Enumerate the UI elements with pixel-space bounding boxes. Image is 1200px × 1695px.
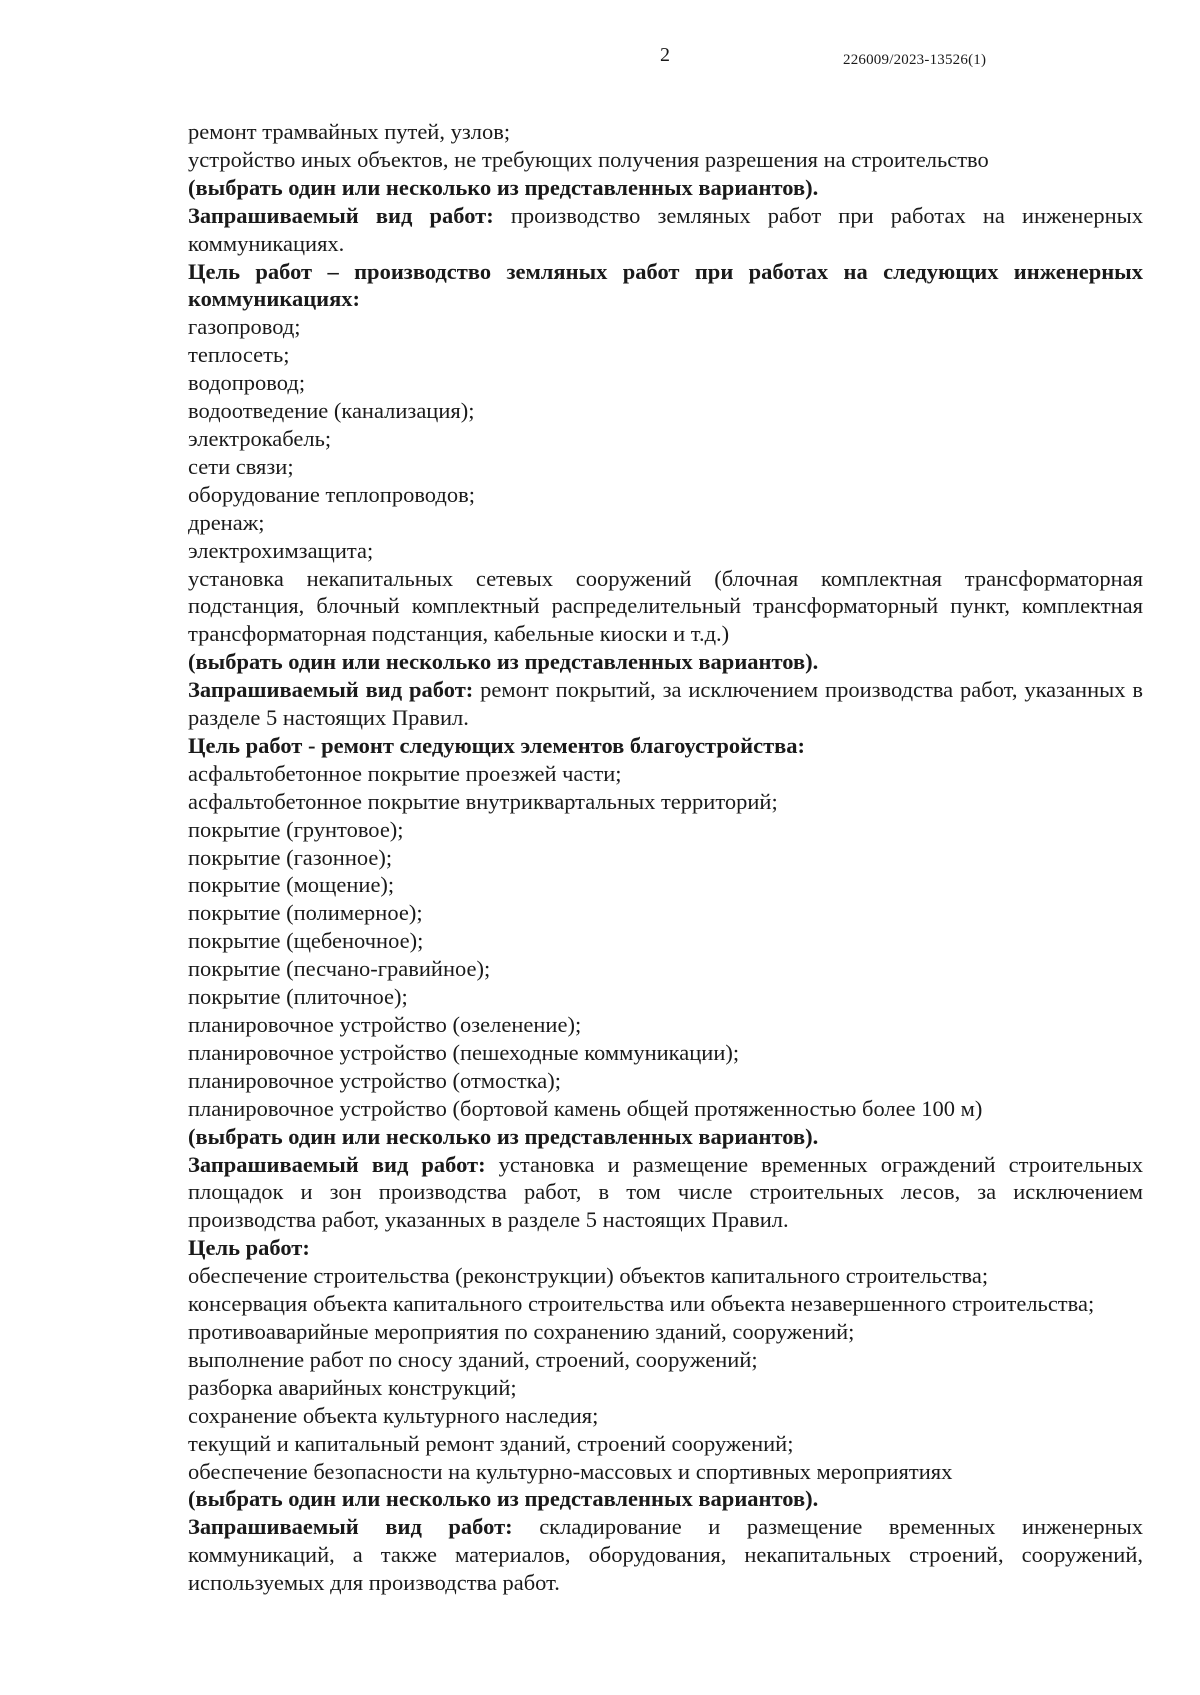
- select-instruction: (выбрать один или несколько из представленных вариантов).: [188, 1123, 819, 1149]
- text-line: устройство иных объектов, не требующих получения разрешения на строительство: [188, 146, 989, 172]
- list-item: сохранение объекта культурного наследия;: [188, 1402, 599, 1428]
- list-item: покрытие (песчано-гравийное);: [188, 956, 491, 982]
- select-instruction: (выбрать один или несколько из представленных вариантов).: [188, 174, 819, 200]
- work-type-text: установка и размещение временных ограждений строительных площадок и зон производства работ, в том числе строительных лесов, за исключением производства работ, указанных в разделе 5 настоящих Правил.: [188, 1151, 1143, 1233]
- document-body: [188, 118, 1143, 1597]
- list-item: водопровод;: [188, 370, 306, 396]
- list-item: противоаварийные мероприятия по сохранению зданий, сооружений;: [188, 1318, 855, 1344]
- list-item: покрытие (полимерное);: [188, 900, 423, 926]
- work-type-paragraph: [188, 1513, 1143, 1597]
- list-item: дренаж;: [188, 509, 265, 535]
- list-item: асфальтобетонное покрытие проезжей части;: [188, 760, 622, 786]
- list-item: электрохимзащита;: [188, 537, 374, 563]
- work-type-label: Запрашиваемый вид работ:: [188, 1151, 486, 1177]
- work-type-text: складирование и размещение временных инженерных коммуникаций, а также материалов, оборудования, некапитальных строений, сооружений, используемых для производства работ.: [188, 1514, 1143, 1596]
- select-instruction: (выбрать один или несколько из представленных вариантов).: [188, 649, 819, 675]
- list-item: покрытие (грунтовое);: [188, 816, 404, 842]
- list-item: покрытие (мощение);: [188, 872, 395, 898]
- text-line: ремонт трамвайных путей, узлов;: [188, 119, 511, 144]
- list-item: оборудование теплопроводов;: [188, 481, 475, 507]
- list-item: обеспечение строительства (реконструкции) объектов капитального строительства;: [188, 1263, 989, 1289]
- list-item: теплосеть;: [188, 342, 290, 368]
- work-type-text: ремонт покрытий, за исключением производства работ, указанных в разделе 5 настоящих Правил.: [188, 677, 1143, 731]
- goal-heading: Цель работ – производство земляных работ при работах на следующих инженерных коммуникациях:: [188, 258, 1143, 312]
- list-item: планировочное устройство (пешеходные коммуникации);: [188, 1039, 740, 1065]
- list-item: планировочное устройство (озеленение);: [188, 1012, 582, 1037]
- list-item: обеспечение безопасности на культурно-массовых и спортивных мероприятиях: [188, 1458, 953, 1484]
- list-item: разборка аварийных конструкций;: [188, 1374, 517, 1400]
- select-instruction: (выбрать один или несколько из представленных вариантов).: [188, 1486, 819, 1512]
- work-type-text: производство земляных работ при работах на инженерных коммуникациях.: [188, 202, 1143, 256]
- document-id: 226009/2023-13526(1): [843, 52, 987, 68]
- goal-heading: Цель работ:: [188, 1235, 310, 1261]
- list-item: планировочное устройство (отмостка);: [188, 1067, 561, 1093]
- list-item: установка некапитальных сетевых сооружений (блочная комплектная трансформаторная подстанция, блочный комплектный распределительный трансформаторный пункт, комплектная трансформаторная подстанция, кабельные киоски и т.д.): [188, 565, 1143, 647]
- list-item: сети связи;: [188, 453, 294, 479]
- list-item: покрытие (щебеночное);: [188, 928, 424, 954]
- work-type-label: Запрашиваемый вид работ:: [188, 1514, 513, 1540]
- work-type-label: Запрашиваемый вид работ:: [188, 202, 494, 228]
- list-item: электрокабель;: [188, 425, 332, 451]
- work-type-label: Запрашиваемый вид работ:: [188, 677, 474, 703]
- list-item: покрытие (плиточное);: [188, 984, 408, 1010]
- list-item: консервация объекта капитального строительства или объекта незавершенного строительства;: [188, 1291, 1095, 1317]
- list-item: асфальтобетонное покрытие внутриквартальных территорий;: [188, 788, 778, 814]
- page-number: 2: [660, 44, 670, 66]
- list-item: водоотведение (канализация);: [188, 398, 475, 424]
- list-item: газопровод;: [188, 314, 301, 340]
- work-type-paragraph: [188, 202, 1143, 258]
- work-type-paragraph: [188, 1151, 1143, 1235]
- goal-heading: Цель работ - ремонт следующих элементов благоустройства:: [188, 732, 806, 758]
- list-item: планировочное устройство (бортовой камень общей протяженностью более 100 м): [188, 1095, 983, 1121]
- work-type-paragraph: [188, 676, 1143, 732]
- list-item: текущий и капитальный ремонт зданий, строений сооружений;: [188, 1430, 794, 1456]
- list-item: выполнение работ по сносу зданий, строений, сооружений;: [188, 1346, 758, 1372]
- list-item: покрытие (газонное);: [188, 844, 393, 870]
